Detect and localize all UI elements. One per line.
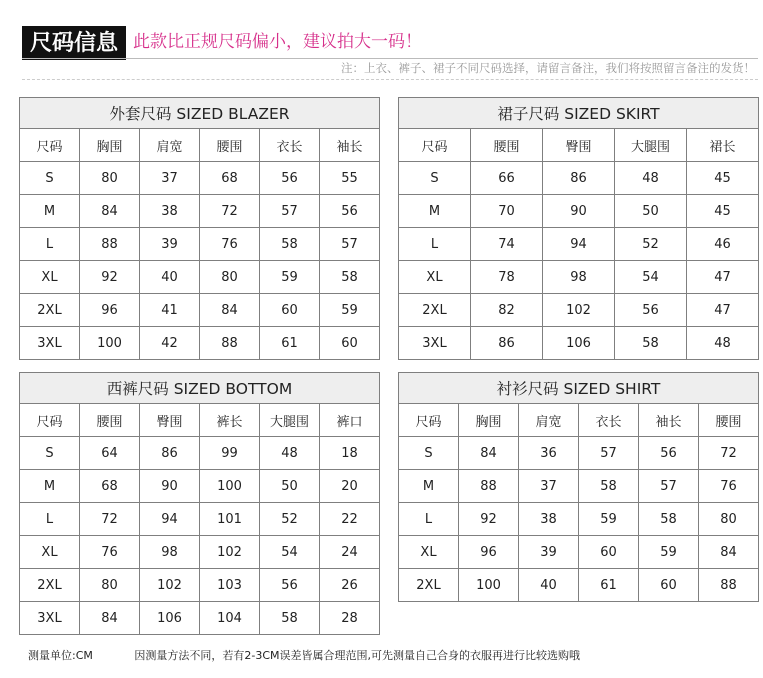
column-header: 裙长 (687, 129, 759, 162)
measurement-cell: 100 (80, 327, 140, 360)
table-header-row (399, 129, 759, 162)
table-row (399, 261, 759, 294)
measurement-cell: 84 (699, 536, 759, 569)
table-title-row (20, 98, 380, 129)
measurement-cell: 59 (579, 503, 639, 536)
size-label-cell: XL (20, 261, 80, 294)
table-row (20, 536, 380, 569)
size-label-cell: 3XL (20, 327, 80, 360)
measurement-cell: 88 (699, 569, 759, 602)
measurement-cell: 60 (579, 536, 639, 569)
measurement-cell: 78 (471, 261, 543, 294)
measurement-cell: 39 (519, 536, 579, 569)
measurement-cell: 48 (615, 162, 687, 195)
column-header: 尺码 (399, 404, 459, 437)
size-label-cell: 2XL (20, 294, 80, 327)
measurement-cell: 57 (579, 437, 639, 470)
measurement-cell: 58 (320, 261, 380, 294)
measurement-cell: 88 (80, 228, 140, 261)
table-title: 裙子尺码 SIZED SKIRT (399, 98, 759, 129)
size-label-cell: S (20, 162, 80, 195)
table-row (399, 437, 759, 470)
measurement-cell: 56 (639, 437, 699, 470)
measurement-cell: 96 (80, 294, 140, 327)
size-label-cell: 2XL (20, 569, 80, 602)
measurement-cell: 96 (459, 536, 519, 569)
measurement-cell: 84 (459, 437, 519, 470)
measurement-cell: 38 (140, 195, 200, 228)
measurement-cell: 103 (200, 569, 260, 602)
measurement-cell: 45 (687, 195, 759, 228)
measurement-cell: 52 (615, 228, 687, 261)
measurement-cell: 84 (200, 294, 260, 327)
column-header: 臀围 (543, 129, 615, 162)
table-row (399, 228, 759, 261)
measurement-cell: 26 (320, 569, 380, 602)
table-title: 西裤尺码 SIZED BOTTOM (20, 373, 380, 404)
table-title-row (399, 98, 759, 129)
measurement-cell: 60 (260, 294, 320, 327)
measurement-cell: 100 (200, 470, 260, 503)
page-title: 尺码信息 (22, 26, 126, 60)
measurement-cell: 47 (687, 261, 759, 294)
table-title: 外套尺码 SIZED BLAZER (20, 98, 380, 129)
column-header: 尺码 (399, 129, 471, 162)
measurement-cell: 57 (260, 195, 320, 228)
measurement-cell: 92 (80, 261, 140, 294)
size-label-cell: L (399, 503, 459, 536)
measurement-cell: 42 (140, 327, 200, 360)
table-row (399, 536, 759, 569)
measurement-cell: 58 (639, 503, 699, 536)
measurement-cell: 94 (140, 503, 200, 536)
table-title-row (20, 373, 380, 404)
table-row (399, 503, 759, 536)
measurement-cell: 101 (200, 503, 260, 536)
measurement-cell: 54 (260, 536, 320, 569)
size-label-cell: XL (399, 536, 459, 569)
measurement-cell: 36 (519, 437, 579, 470)
measurement-cell: 86 (471, 327, 543, 360)
size-label-cell: M (399, 195, 471, 228)
table-row (399, 195, 759, 228)
measurement-cell: 94 (543, 228, 615, 261)
measurement-cell: 102 (140, 569, 200, 602)
table-row (399, 569, 759, 602)
measurement-cell: 102 (543, 294, 615, 327)
measurement-cell: 37 (519, 470, 579, 503)
measurement-cell: 70 (471, 195, 543, 228)
size-label-cell: 2XL (399, 294, 471, 327)
measurement-cell: 50 (615, 195, 687, 228)
measurement-cell: 90 (543, 195, 615, 228)
measurement-cell: 86 (140, 437, 200, 470)
header-divider (22, 58, 758, 59)
measurement-cell: 58 (260, 228, 320, 261)
column-header: 袖长 (320, 129, 380, 162)
measurement-cell: 37 (140, 162, 200, 195)
measurement-cell: 59 (260, 261, 320, 294)
measurement-cell: 57 (639, 470, 699, 503)
measurement-cell: 80 (80, 569, 140, 602)
measurement-cell: 102 (200, 536, 260, 569)
measurement-cell: 52 (260, 503, 320, 536)
table-row (20, 470, 380, 503)
measurement-cell: 28 (320, 602, 380, 635)
measurement-cell: 40 (519, 569, 579, 602)
column-header: 臀围 (140, 404, 200, 437)
measurement-cell: 92 (459, 503, 519, 536)
table-row (399, 327, 759, 360)
measurement-cell: 18 (320, 437, 380, 470)
table-row (20, 294, 380, 327)
shirt-size-table (398, 372, 759, 602)
measurement-cell: 50 (260, 470, 320, 503)
measurement-cell: 106 (543, 327, 615, 360)
measurement-cell: 99 (200, 437, 260, 470)
size-label-cell: M (20, 470, 80, 503)
measurement-cell: 68 (80, 470, 140, 503)
header-dashed-divider (22, 79, 758, 80)
measurement-cell: 46 (687, 228, 759, 261)
table-row (20, 195, 380, 228)
measurement-cell: 59 (320, 294, 380, 327)
size-label-cell: L (20, 503, 80, 536)
table-row (20, 162, 380, 195)
skirt-size-table (398, 97, 759, 360)
table-header-row (399, 404, 759, 437)
measurement-cell: 58 (579, 470, 639, 503)
measurement-cell: 40 (140, 261, 200, 294)
measurement-cell: 68 (200, 162, 260, 195)
measurement-cell: 61 (579, 569, 639, 602)
measurement-cell: 22 (320, 503, 380, 536)
size-label-cell: 2XL (399, 569, 459, 602)
size-label-cell: XL (399, 261, 471, 294)
measurement-cell: 84 (80, 602, 140, 635)
measurement-unit: 测量单位:CM (28, 649, 93, 662)
table-row (20, 569, 380, 602)
column-header: 腰围 (699, 404, 759, 437)
footer-note (28, 648, 580, 664)
column-header: 衣长 (579, 404, 639, 437)
measurement-cell: 72 (200, 195, 260, 228)
size-label-cell: S (399, 162, 471, 195)
bottom-size-table (19, 372, 380, 635)
size-label-cell: L (20, 228, 80, 261)
measurement-cell: 39 (140, 228, 200, 261)
measurement-cell: 47 (687, 294, 759, 327)
table-row (399, 294, 759, 327)
measurement-tolerance-note: 因测量方法不同，若有2-3CM误差皆属合理范围,可先测量自己合身的衣服再进行比较选购哦 (134, 649, 581, 662)
column-header: 肩宽 (519, 404, 579, 437)
column-header: 衣长 (260, 129, 320, 162)
size-label-cell: 3XL (399, 327, 471, 360)
measurement-cell: 104 (200, 602, 260, 635)
measurement-cell: 48 (260, 437, 320, 470)
column-header: 胸围 (459, 404, 519, 437)
measurement-cell: 56 (260, 569, 320, 602)
table-title-row (399, 373, 759, 404)
measurement-cell: 98 (140, 536, 200, 569)
measurement-cell: 64 (80, 437, 140, 470)
column-header: 肩宽 (140, 129, 200, 162)
measurement-cell: 80 (699, 503, 759, 536)
table-header-row (20, 404, 380, 437)
column-header: 尺码 (20, 129, 80, 162)
column-header: 胸围 (80, 129, 140, 162)
column-header: 大腿围 (615, 129, 687, 162)
column-header: 裤长 (200, 404, 260, 437)
size-label-cell: L (399, 228, 471, 261)
measurement-cell: 100 (459, 569, 519, 602)
size-advice-note: 此款比正规尺码偏小，建议拍大一码！ (133, 32, 422, 52)
measurement-cell: 90 (140, 470, 200, 503)
measurement-cell: 80 (200, 261, 260, 294)
column-header: 腰围 (200, 129, 260, 162)
measurement-cell: 61 (260, 327, 320, 360)
measurement-cell: 38 (519, 503, 579, 536)
column-header: 尺码 (20, 404, 80, 437)
measurement-cell: 84 (80, 195, 140, 228)
measurement-cell: 55 (320, 162, 380, 195)
table-row (20, 261, 380, 294)
table-title: 衬衫尺码 SIZED SHIRT (399, 373, 759, 404)
table-row (399, 470, 759, 503)
measurement-cell: 74 (471, 228, 543, 261)
measurement-cell: 20 (320, 470, 380, 503)
table-row (20, 503, 380, 536)
measurement-cell: 72 (80, 503, 140, 536)
measurement-cell: 76 (80, 536, 140, 569)
column-header: 大腿围 (260, 404, 320, 437)
measurement-cell: 60 (320, 327, 380, 360)
measurement-cell: 76 (699, 470, 759, 503)
measurement-cell: 82 (471, 294, 543, 327)
measurement-cell: 56 (260, 162, 320, 195)
measurement-cell: 80 (80, 162, 140, 195)
size-label-cell: XL (20, 536, 80, 569)
measurement-cell: 41 (140, 294, 200, 327)
column-header: 腰围 (80, 404, 140, 437)
table-header-row (20, 129, 380, 162)
measurement-cell: 56 (320, 195, 380, 228)
measurement-cell: 106 (140, 602, 200, 635)
measurement-cell: 76 (200, 228, 260, 261)
table-row (20, 437, 380, 470)
table-row (20, 602, 380, 635)
measurement-cell: 59 (639, 536, 699, 569)
measurement-cell: 58 (615, 327, 687, 360)
column-header: 腰围 (471, 129, 543, 162)
size-label-cell: S (20, 437, 80, 470)
column-header: 袖长 (639, 404, 699, 437)
measurement-cell: 45 (687, 162, 759, 195)
column-header: 裤口 (320, 404, 380, 437)
measurement-cell: 57 (320, 228, 380, 261)
size-label-cell: S (399, 437, 459, 470)
measurement-cell: 98 (543, 261, 615, 294)
size-label-cell: 3XL (20, 602, 80, 635)
measurement-cell: 66 (471, 162, 543, 195)
table-row (20, 327, 380, 360)
measurement-cell: 58 (260, 602, 320, 635)
measurement-cell: 88 (459, 470, 519, 503)
measurement-cell: 72 (699, 437, 759, 470)
table-row (399, 162, 759, 195)
measurement-cell: 24 (320, 536, 380, 569)
measurement-cell: 60 (639, 569, 699, 602)
measurement-cell: 54 (615, 261, 687, 294)
size-label-cell: M (20, 195, 80, 228)
measurement-cell: 86 (543, 162, 615, 195)
measurement-cell: 88 (200, 327, 260, 360)
size-label-cell: M (399, 470, 459, 503)
order-remark-note: 注：上衣、裤子、裙子不同尺码选择，请留言备注，我们将按照留言备注的发货！ (341, 61, 755, 75)
measurement-cell: 48 (687, 327, 759, 360)
table-row (20, 228, 380, 261)
blazer-size-table (19, 97, 380, 360)
measurement-cell: 56 (615, 294, 687, 327)
